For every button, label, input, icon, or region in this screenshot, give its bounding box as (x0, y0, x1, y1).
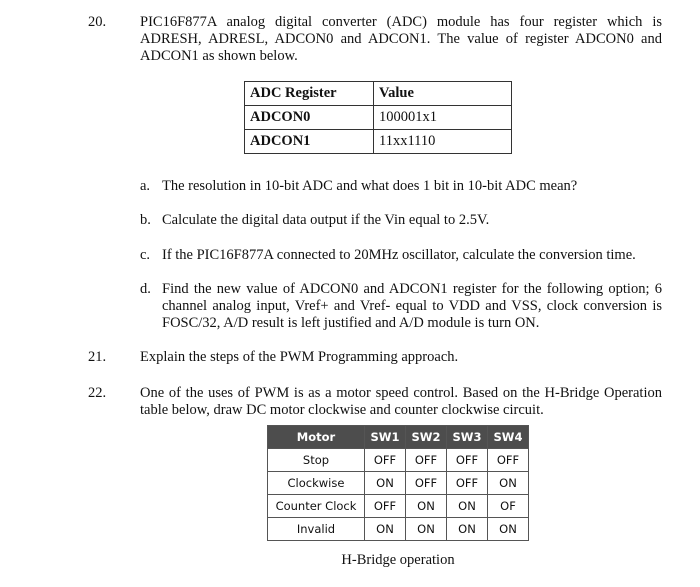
subquestion-text: If the PIC16F877A connected to 20MHz oscillator, calculate the conversion time. (162, 247, 636, 263)
switch-value: OFF (406, 472, 447, 495)
question-21-number: 21. (88, 349, 107, 365)
subquestion-letter: d. (140, 281, 151, 297)
table-row (268, 472, 529, 495)
switch-value: OFF (365, 495, 406, 518)
question-20-number: 20. (88, 14, 107, 30)
header-value: Value (374, 82, 512, 106)
table-row (268, 518, 529, 541)
question-22-text: One of the uses of PWM is as a motor speed control. Based on the H-Bridge Operation table below, draw DC motor clockwise and counter clockwise circuit. (140, 385, 662, 418)
switch-value: OF (488, 495, 529, 518)
motor-state: Invalid (268, 518, 365, 541)
table-row (268, 495, 529, 518)
switch-value: ON (447, 495, 488, 518)
switch-value: ON (488, 518, 529, 541)
table-row (268, 449, 529, 472)
table-header-row (268, 426, 529, 449)
table-row (245, 130, 512, 154)
switch-value: ON (488, 472, 529, 495)
motor-state: Clockwise (268, 472, 365, 495)
switch-value: OFF (447, 449, 488, 472)
register-value: 100001x1 (374, 106, 512, 130)
subquestion-letter: b. (140, 212, 151, 228)
header-sw2: SW2 (406, 426, 447, 449)
header-sw4: SW4 (488, 426, 529, 449)
header-adc-register: ADC Register (245, 82, 374, 106)
switch-value: ON (365, 472, 406, 495)
switch-value: OFF (365, 449, 406, 472)
motor-state: Stop (268, 449, 365, 472)
subquestion-letter: c. (140, 247, 151, 263)
question-20-text: PIC16F877A analog digital converter (ADC) module has four register which is ADRESH, ADRESL, ADCON0 and ADCON1. The value of register ADCON0 and ADCON1 as shown below. (140, 14, 662, 64)
subquestion-text: Find the new value of ADCON0 and ADCON1 register for the following option; 6 channel analog input, Vref+ and Vref- equal to VDD and VSS, clock conversion is FOSC/32, A/D result is left justified and A/D module is turn ON. (162, 281, 662, 331)
table-row (245, 106, 512, 130)
switch-value: OFF (406, 449, 447, 472)
header-sw3: SW3 (447, 426, 488, 449)
register-name: ADCON1 (245, 130, 374, 154)
switch-value: ON (406, 518, 447, 541)
switch-value: ON (365, 518, 406, 541)
question-21-text: Explain the steps of the PWM Programming approach. (140, 349, 459, 365)
subquestion-text: Calculate the digital data output if the Vin equal to 2.5V. (162, 212, 490, 228)
adc-register-table (244, 81, 512, 154)
register-name: ADCON0 (245, 106, 374, 130)
h-bridge-table (267, 425, 529, 541)
switch-value: OFF (488, 449, 529, 472)
header-sw1: SW1 (365, 426, 406, 449)
register-value: 11xx1110 (374, 130, 512, 154)
subquestion-text: The resolution in 10-bit ADC and what does 1 bit in 10-bit ADC mean? (162, 178, 578, 194)
question-22-number: 22. (88, 385, 107, 401)
subquestion-letter: a. (140, 178, 151, 194)
h-bridge-caption: H-Bridge operation (341, 552, 455, 568)
motor-state: Counter Clock (268, 495, 365, 518)
switch-value: OFF (447, 472, 488, 495)
switch-value: ON (406, 495, 447, 518)
table-header-row (245, 82, 512, 106)
header-motor: Motor (268, 426, 365, 449)
switch-value: ON (447, 518, 488, 541)
